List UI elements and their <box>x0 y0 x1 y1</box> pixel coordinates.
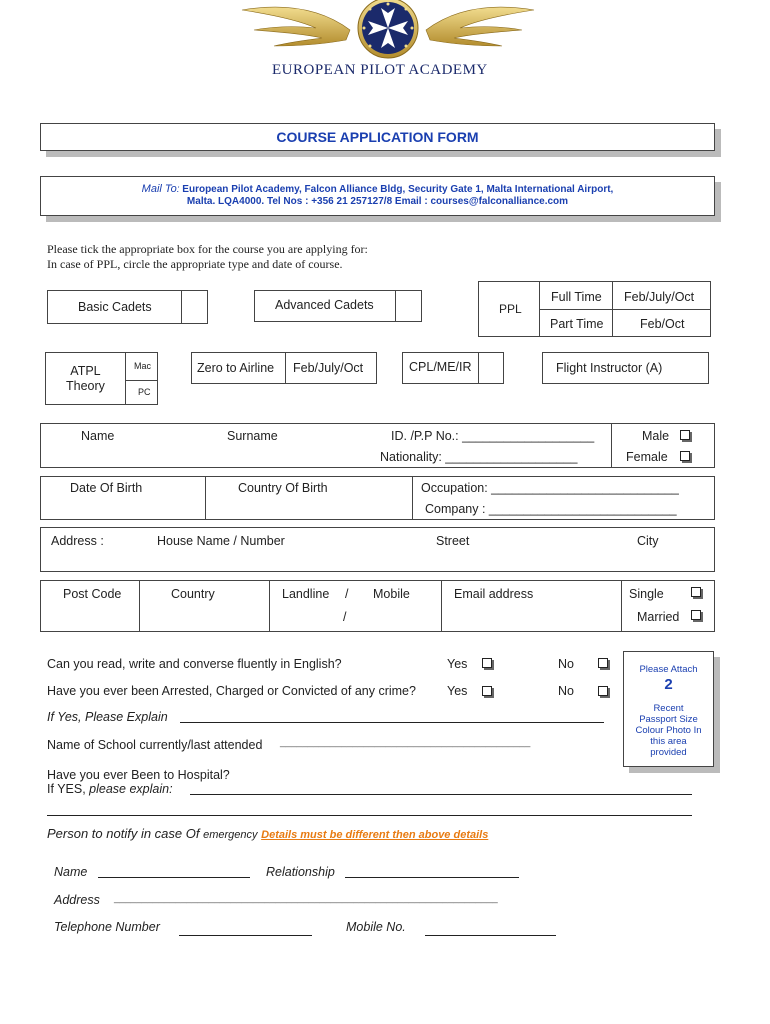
school-label: Name of School currently/last attended <box>47 738 263 752</box>
zero-to-airline-label: Zero to Airline <box>197 361 275 375</box>
cpl-me-ir-label: CPL/ME/IR <box>409 360 472 374</box>
zero-to-airline-option <box>191 352 377 384</box>
form-title: COURSE APPLICATION FORM <box>276 129 479 145</box>
address-label: Address : <box>51 534 104 548</box>
id-field[interactable]: ID. /P.P No.: ___________________ <box>391 429 595 443</box>
emergency-relationship-line[interactable] <box>345 877 519 878</box>
english-question: Can you read, write and converse fluently in English? <box>47 657 342 671</box>
flight-instructor-option[interactable] <box>542 352 709 384</box>
basic-cadets-label: Basic Cadets <box>78 300 152 314</box>
name-label: Name <box>81 429 115 443</box>
mobile-label: Mobile <box>373 587 410 601</box>
mail-prefix: Mail To <box>141 183 177 195</box>
street-label: Street <box>436 534 470 548</box>
emergency-relationship-label: Relationship <box>266 865 335 879</box>
instruction-line-1: Please tick the appropriate box for the course you are applying for: <box>47 242 368 256</box>
emergency-mobile-label: Mobile No. <box>346 920 406 934</box>
ppl-full-time-dates[interactable]: Feb/July/Oct <box>624 290 695 304</box>
english-yes-checkbox[interactable] <box>482 658 492 668</box>
academy-name: EUROPEAN PILOT ACADEMY <box>272 62 488 78</box>
single-checkbox[interactable] <box>691 587 701 597</box>
emergency-address-label: Address <box>54 893 100 907</box>
ppl-full-time[interactable]: Full Time <box>551 290 602 304</box>
atpl-theory-label: ATPL Theory <box>66 364 105 393</box>
single-label: Single <box>629 587 664 601</box>
birth-row <box>40 476 715 520</box>
emergency-name-label: Name <box>54 865 88 879</box>
name-row <box>40 423 715 468</box>
instruction-line-2: In case of PPL, circle the appropriate type and date of course. <box>47 257 343 271</box>
female-checkbox[interactable] <box>680 451 690 461</box>
arrested-question: Have you ever been Arrested, Charged or Convicted of any crime? <box>47 684 416 698</box>
photo-please-attach: Please Attach <box>639 664 698 675</box>
form-title-box <box>40 123 715 151</box>
mail-box <box>40 176 715 216</box>
arrested-no-checkbox[interactable] <box>598 686 608 696</box>
mail-line-2: Malta. LQA4000. Tel Nos : +356 21 257127/8 Email : courses@falconalliance.com <box>186 196 569 207</box>
ppl-part-time-dates[interactable]: Feb/Oct <box>640 317 685 331</box>
atpl-pc-option[interactable]: PC <box>138 387 151 397</box>
female-label: Female <box>626 450 668 464</box>
ppl-label: PPL <box>499 302 522 316</box>
male-checkbox[interactable] <box>680 430 690 440</box>
house-label: House Name / Number <box>157 534 285 548</box>
company-field[interactable]: Company : ___________________________ <box>425 502 677 516</box>
emergency-heading-text: Person to notify in case Of <box>47 826 200 841</box>
cpl-tick-box[interactable] <box>477 352 504 384</box>
post-code-label: Post Code <box>63 587 122 601</box>
emergency-name-line[interactable] <box>98 877 250 878</box>
emergency-telephone-label: Telephone Number <box>54 920 160 934</box>
hospital-explain-line-2[interactable] <box>47 815 692 816</box>
hospital-if-yes <box>47 782 173 796</box>
phone-separator-2: / <box>343 610 347 624</box>
country-label: Country <box>171 587 215 601</box>
atpl-mac-option[interactable]: Mac <box>134 361 152 371</box>
academy-logo <box>238 0 538 60</box>
arrested-yes-checkbox[interactable] <box>482 686 492 696</box>
hospital-please-explain: please explain: <box>89 782 173 796</box>
hospital-explain-line[interactable] <box>190 794 692 795</box>
mail-line-1: Mail To: European Pilot Academy, Falcon Alliance Bldg, Security Gate 1, Malta International Airport, <box>141 183 614 195</box>
photo-description: Recent Passport Size Colour Photo In this area provided <box>635 703 702 758</box>
arrested-no-label: No <box>558 684 574 698</box>
emergency-mobile-line[interactable] <box>425 935 556 936</box>
emergency-heading <box>47 826 488 841</box>
if-yes-explain-label: If Yes, Please Explain <box>47 710 168 724</box>
married-label: Married <box>637 610 680 624</box>
school-line[interactable]: _____________________________________________ <box>280 737 531 748</box>
photo-box <box>623 651 714 767</box>
english-no-label: No <box>558 657 574 671</box>
advanced-cadets-tick-box[interactable] <box>395 290 422 322</box>
occupation-field[interactable]: Occupation: ___________________________ <box>421 481 679 495</box>
male-label: Male <box>642 429 670 443</box>
photo-count: 2 <box>664 676 673 693</box>
mail-address: European Pilot Academy, Falcon Alliance Bldg, Security Gate 1, Malta International Airport, <box>182 184 614 195</box>
address-row[interactable] <box>40 527 715 572</box>
emergency-heading-small: emergency <box>203 829 258 841</box>
email-label: Email address <box>454 587 534 601</box>
arrested-yes-label: Yes <box>447 684 468 698</box>
hospital-question: Have you ever Been to Hospital? <box>47 768 230 782</box>
country-of-birth-label: Country Of Birth <box>238 481 328 495</box>
contact-row <box>40 580 715 632</box>
emergency-note: Details must be different then above details <box>261 829 489 841</box>
hospital-if-yes-label: If YES, <box>47 782 86 796</box>
explain-line[interactable] <box>180 722 604 723</box>
emergency-address-line[interactable]: _____________________________________________________________________ <box>114 893 498 904</box>
ppl-option <box>478 281 711 337</box>
phone-separator: / <box>345 587 349 601</box>
city-label: City <box>637 534 659 548</box>
zero-to-airline-dates[interactable]: Feb/July/Oct <box>293 361 364 375</box>
landline-label: Landline <box>282 587 330 601</box>
english-no-checkbox[interactable] <box>598 658 608 668</box>
emergency-telephone-line[interactable] <box>179 935 312 936</box>
married-checkbox[interactable] <box>691 610 701 620</box>
english-yes-label: Yes <box>447 657 468 671</box>
nationality-field[interactable]: Nationality: ___________________ <box>380 450 578 464</box>
dob-label: Date Of Birth <box>70 481 143 495</box>
surname-label: Surname <box>227 429 278 443</box>
flight-instructor-label: Flight Instructor (A) <box>556 361 663 375</box>
atpl-theory-option <box>45 352 158 405</box>
advanced-cadets-label: Advanced Cadets <box>275 298 374 312</box>
basic-cadets-tick-box[interactable] <box>181 290 208 324</box>
ppl-part-time[interactable]: Part Time <box>550 317 604 331</box>
